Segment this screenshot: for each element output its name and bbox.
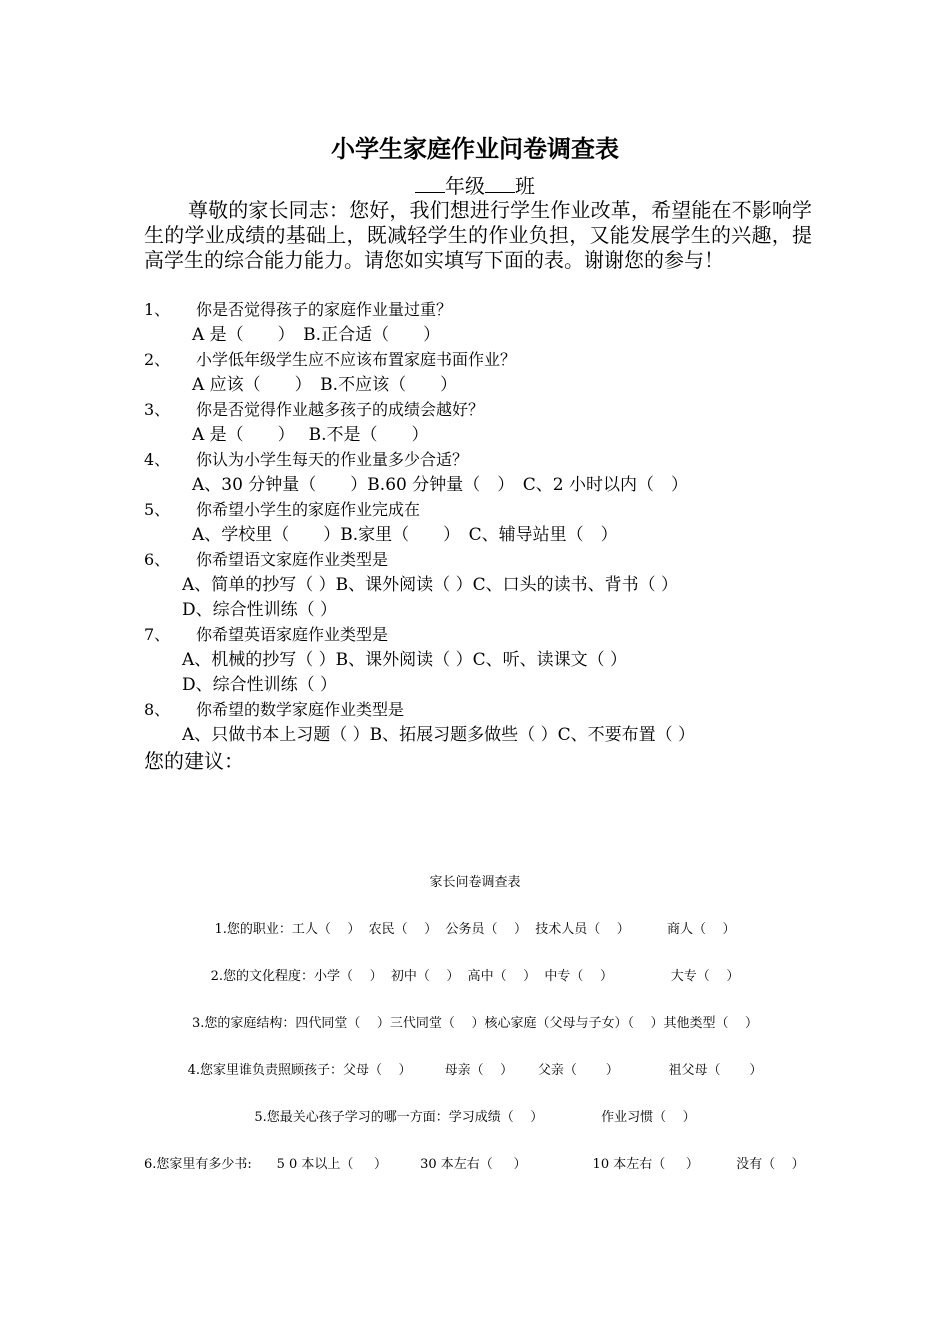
parent-question-6: 6.您家里有多少书: 5 0 本以上（ ） 30 本左右（ ） 10 本左右（ ） 没有（ ） (144, 1157, 805, 1172)
class-label: 班 (515, 174, 535, 198)
question-1-options-1[interactable]: A 是（ ） B.正合适（ ） (192, 325, 441, 345)
question-3-number: 3、 (144, 400, 171, 419)
question-3-options-1[interactable]: A 是（ ） B.不是（ ） (192, 425, 429, 445)
question-7-number: 7、 (144, 625, 171, 644)
parent-question-1: 1.您的职业：工人（ ） 农民（ ） 公务员（ ） 技术人员（ ） 商人（ ） (214, 922, 736, 937)
parent-question-4: 4.您家里谁负责照顾孩子：父母（ ） 母亲（ ） 父亲（ ） 祖父母（ ） (187, 1063, 763, 1078)
page-title: 小学生家庭作业问卷调查表 (331, 134, 619, 163)
question-5-text: 你希望小学生的家庭作业完成在 (196, 500, 421, 519)
question-6-number: 6、 (144, 550, 171, 569)
question-8-number: 8、 (144, 700, 171, 719)
question-4-options-1[interactable]: A、30 分钟量（ ）B.60 分钟量（ ） C、2 小时以内（ ） (192, 475, 688, 495)
grade-class-line (0, 172, 950, 199)
question-4-text: 你认为小学生每天的作业量多少合适？ (196, 450, 469, 469)
question-7-options-2[interactable]: D、综合性训练（ ） (182, 675, 338, 695)
parent-question-2: 2.您的文化程度：小学（ ） 初中（ ） 高中（ ） 中专（ ） 大专（ ） (210, 969, 740, 984)
question-5-options-1[interactable]: A、学校里（ ）B.家里（ ） C、辅导站里（ ） (192, 525, 618, 545)
question-4-number: 4、 (144, 450, 171, 469)
question-6-options-2[interactable]: D、综合性训练（ ） (182, 600, 338, 620)
question-3-text: 你是否觉得作业越多孩子的成绩会越好？ (196, 400, 485, 419)
question-2-text: 小学低年级学生应不应该布置家庭书面作业？ (196, 350, 517, 369)
grade-blank[interactable] (415, 172, 445, 193)
question-7-text: 你希望英语家庭作业类型是 (196, 625, 389, 644)
question-2-number: 2、 (144, 350, 171, 369)
question-2-options-1[interactable]: A 应该（ ） B.不应该（ ） (192, 375, 458, 395)
suggestion-label: 您的建议： (144, 749, 244, 773)
question-8-text: 你希望的数学家庭作业类型是 (196, 700, 405, 719)
question-8-options-1[interactable]: A、只做书本上习题（ ）B、拓展习题多做些（ ）C、不要布置（ ） (182, 725, 695, 745)
question-6-options-1[interactable]: A、简单的抄写（ ）B、课外阅读（ ）C、口头的读书、背书（ ） (182, 575, 678, 595)
class-blank[interactable] (485, 172, 515, 193)
intro-paragraph: 尊敬的家长同志：您好，我们想进行学生作业改革，希望能在不影响学生的学业成绩的基础上，既减轻学生的作业负担，又能发展学生的兴趣，提高学生的综合能力能力。请您如实填写下面的表。谢谢您的参与！ (144, 198, 812, 272)
parent-survey-title: 家长问卷调查表 (429, 875, 521, 890)
parent-question-5: 5.您最关心孩子学习的哪一方面：学习成绩（ ） 作业习惯（ ） (254, 1110, 696, 1125)
question-1-number: 1、 (144, 300, 171, 319)
question-6-text: 你希望语文家庭作业类型是 (196, 550, 389, 569)
question-1-text: 你是否觉得孩子的家庭作业量过重？ (196, 300, 453, 319)
grade-label: 年级 (445, 174, 485, 198)
question-7-options-1[interactable]: A、机械的抄写（ ）B、课外阅读（ ）C、听、读课文（ ） (182, 650, 627, 670)
parent-question-3: 3.您的家庭结构：四代同堂（ ）三代同堂（ ）核心家庭（父母与子女）（ ）其他类型（ ） (191, 1016, 759, 1031)
question-5-number: 5、 (144, 500, 171, 519)
